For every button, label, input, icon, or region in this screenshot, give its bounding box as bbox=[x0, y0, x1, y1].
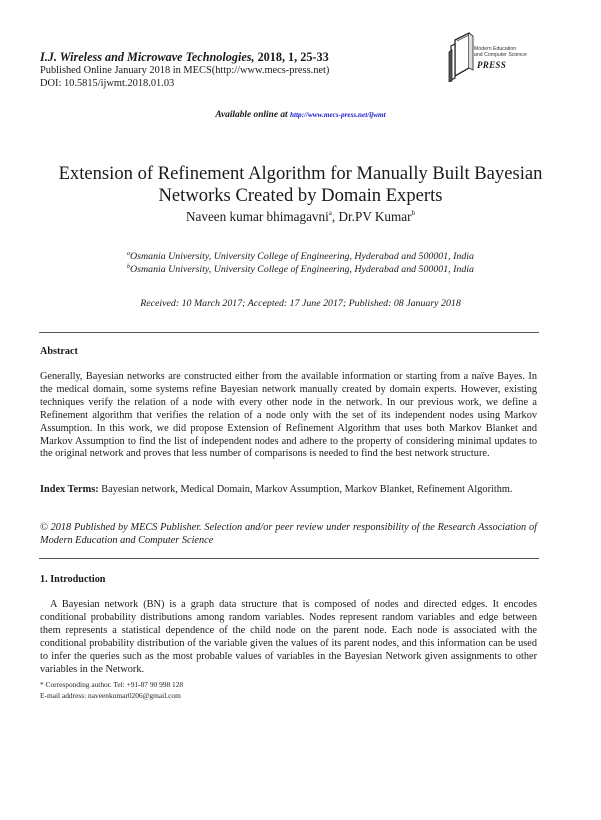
affiliation-b: $^b$Osmania University, University College of Engineering, Hyderabad and 500001, India bbox=[127, 264, 474, 275]
doi-line: DOI: 10.5815/ijwmt.2018.01.03 bbox=[40, 78, 175, 89]
divider bbox=[39, 332, 539, 333]
journal-citation bbox=[40, 50, 329, 65]
journal-volume: 2018, 1, 25-33 bbox=[254, 50, 329, 64]
divider bbox=[39, 558, 539, 559]
introduction-heading: 1. Introduction bbox=[40, 574, 106, 585]
author-name: Dr.PV Kumar bbox=[338, 209, 412, 224]
author-name: Naveen kumar bhimagavni bbox=[185, 209, 329, 224]
published-online-line: Published Online January 2018 in MECS(http://www.mecs-press.net) bbox=[40, 65, 330, 76]
journal-url-link[interactable]: http://www.mecs-press.net/ijwmt bbox=[290, 111, 386, 119]
email-footnote: E-mail address: naveenkumar0206@gmail.com bbox=[40, 691, 181, 700]
author-sup: a bbox=[328, 209, 332, 217]
corresponding-author-footnote: * Corresponding author. Tel: +91-87 90 998 128 bbox=[40, 680, 184, 689]
index-terms bbox=[40, 484, 537, 497]
copyright-notice: © 2018 Published by MECS Publisher. Selection and/or peer review under responsibility of the Research Association of Modern Education and Computer Science bbox=[40, 522, 537, 546]
logo-press: PRESS bbox=[477, 60, 507, 70]
affiliation-a: $^a$Osmania University, University College of Engineering, Hyderabad and 500001, India bbox=[127, 251, 474, 262]
available-label: Available online at bbox=[215, 110, 290, 120]
paper-title: Extension of Refinement Algorithm for Manually Built Bayesian Networks Created by Domain Experts bbox=[58, 163, 543, 206]
index-terms-list: Bayesian network, Medical Domain, Markov Assumption, Markov Blanket, Refinement Algorithm. bbox=[98, 484, 513, 495]
publisher-logo bbox=[447, 30, 567, 80]
logo-text: Modern Education and Computer Science bbox=[474, 46, 527, 58]
abstract-heading: Abstract bbox=[40, 346, 78, 357]
introduction-body: A Bayesian network (BN) is a graph data structure that is composed of nodes and directed edges. It encodes conditional probability distributions among random variables. Nodes represent random variables and edge between them represents a statistical dependence of the child node on the parent node. Each node is associated with the conditional probability distribution of the variable given the values of its parent nodes, and this information can be used to infer the queries such as the most probable values of variables in the Bayesian Network given assignments to other variables in the Network. bbox=[40, 599, 537, 675]
author-list: Naveen kumar bhimagavni$^a$, Dr.PV Kumar$^b$ bbox=[185, 209, 416, 224]
publication-dates: Received: 10 March 2017; Accepted: 17 June 2017; Published: 08 January 2018 bbox=[140, 298, 461, 309]
available-online bbox=[0, 110, 601, 120]
index-terms-label: Index Terms: bbox=[40, 484, 99, 495]
journal-name: I.J. Wireless and Microwave Technologies, bbox=[40, 50, 255, 64]
author-sup: b bbox=[411, 209, 416, 217]
abstract-body: Generally, Bayesian networks are constructed either from the available information or starting from a naïve Bayes. In the medical domain, some systems refine Bayesian network manually created by domain experts. However, existing techniques verify the relation of a node with every other node in the network. In our previous work, we define a Refinement algorithm that verifies the relation of a node only with the set of its independent nodes using Markov Assumption. In this work, we did propose Extension of Refinement Algorithm that uses both Markov Blanket and Markov Assumption to find the list of independent nodes and adhere to the property of considering minimal updates to the original network and proves that less number of comparisons is needed to find the best network structure. bbox=[40, 371, 537, 460]
book-icon bbox=[447, 30, 477, 82]
